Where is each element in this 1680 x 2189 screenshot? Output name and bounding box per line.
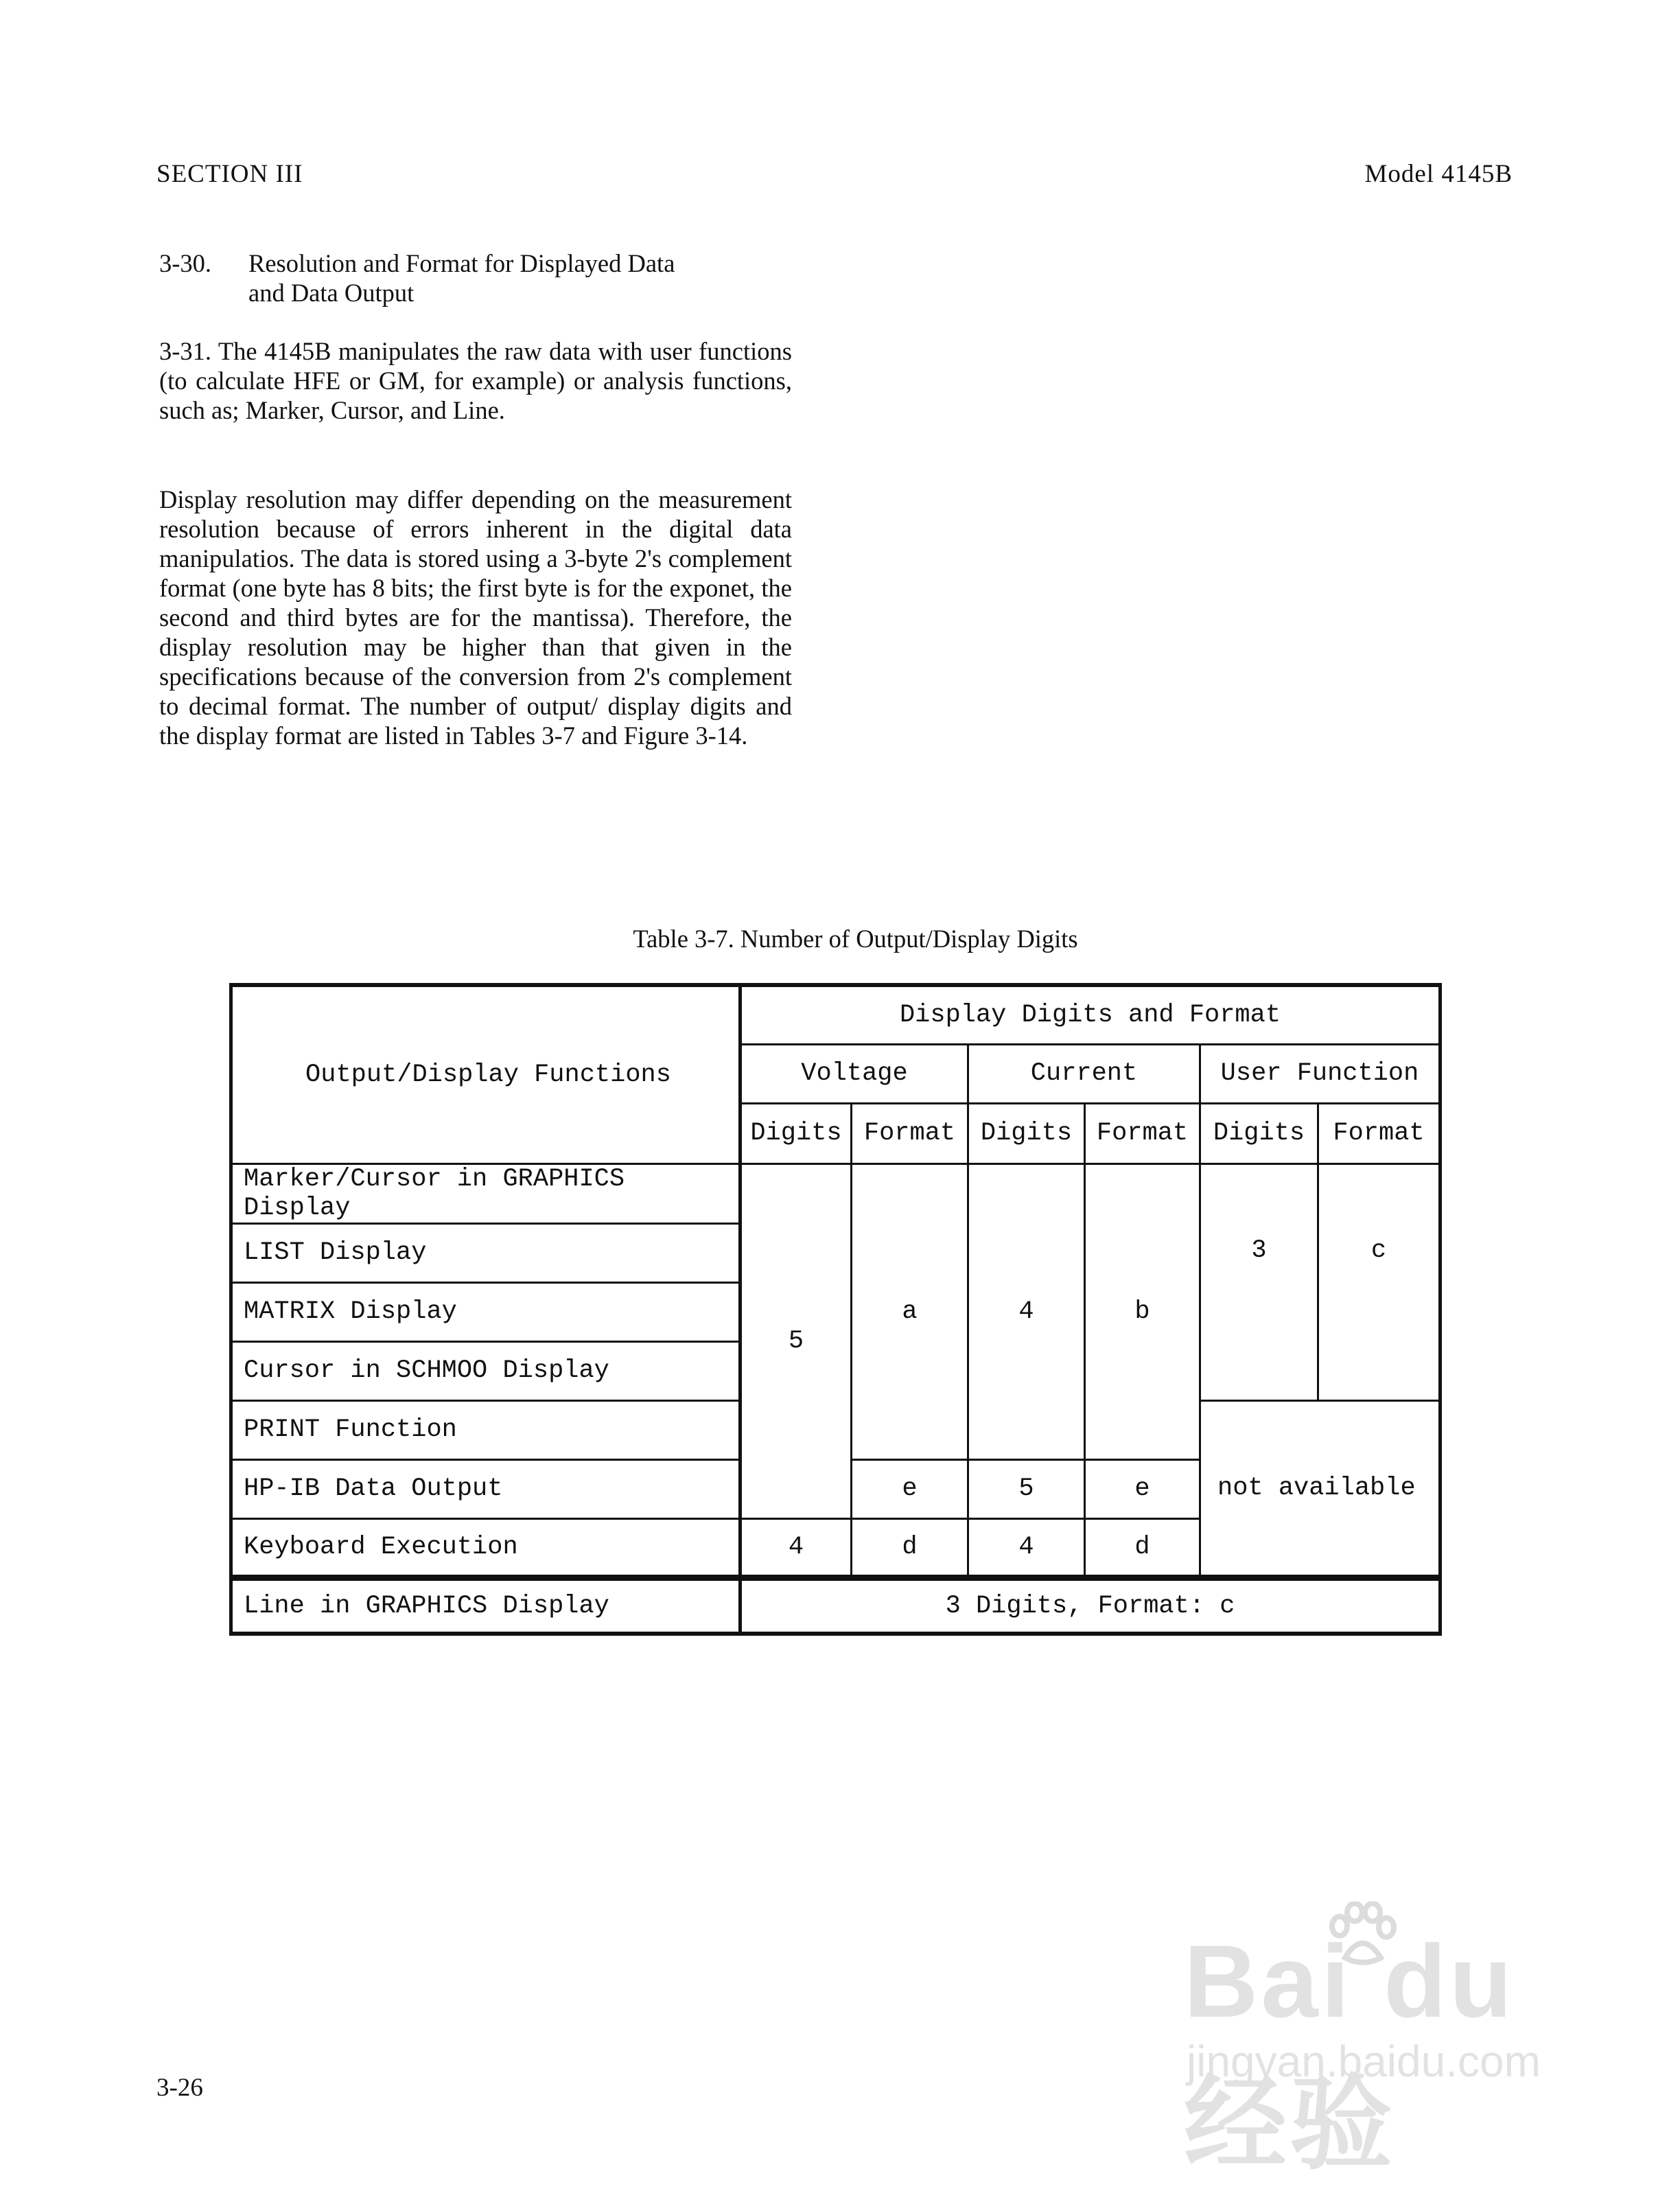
cell-kb-voltage-digits: 4	[740, 1518, 852, 1577]
output-display-digits-table	[229, 983, 1442, 1636]
cell-current-digits: 4	[968, 1163, 1085, 1459]
header-voltage-digits: Digits	[740, 1103, 852, 1163]
cell-user-format: c	[1318, 1163, 1440, 1400]
baidu-watermark	[1177, 1901, 1561, 2181]
header-functions: Output/Display Functions	[231, 985, 740, 1163]
header-user-digits: Digits	[1200, 1103, 1318, 1163]
heading-line1: Resolution and Format for Displayed Data	[248, 249, 675, 277]
header-display-digits-format: Display Digits and Format	[740, 985, 1440, 1044]
cell-hpib-current-format: e	[1085, 1459, 1200, 1518]
row-label-matrix: MATRIX Display	[231, 1282, 740, 1341]
section-label: SECTION III	[156, 160, 303, 188]
table-caption: Table 3-7. Number of Output/Display Digits	[633, 925, 1078, 953]
cell-not-available: not available	[1200, 1400, 1440, 1577]
heading-number: 3-30.	[159, 249, 212, 277]
header-user-function: User Function	[1200, 1044, 1440, 1103]
header-current-digits: Digits	[968, 1103, 1085, 1163]
header-voltage: Voltage	[740, 1044, 968, 1103]
row-label-marker-cursor: Marker/Cursor in GRAPHICS Display	[231, 1163, 740, 1223]
header-current: Current	[968, 1044, 1200, 1103]
heading-line2: and Data Output	[248, 279, 415, 307]
model-label: Model 4145B	[1364, 160, 1513, 188]
cell-current-format: b	[1085, 1163, 1200, 1459]
row-label-list: LIST Display	[231, 1223, 740, 1282]
watermark-brand: Bai du 经验	[1184, 1923, 1515, 2181]
cell-hpib-voltage-format: e	[852, 1459, 968, 1518]
row-label-schmoo: Cursor in SCHMOO Display	[231, 1341, 740, 1400]
cell-voltage-format: a	[852, 1163, 968, 1459]
cell-user-digits: 3	[1200, 1163, 1318, 1400]
row-label-print: PRINT Function	[231, 1400, 740, 1459]
header-voltage-format: Format	[852, 1103, 968, 1163]
row-label-hpib: HP-IB Data Output	[231, 1459, 740, 1518]
cell-line-graphics-value: 3 Digits, Format: c	[740, 1577, 1440, 1634]
header-user-format: Format	[1318, 1103, 1440, 1163]
page-number: 3-26	[156, 2074, 203, 2102]
row-label-line-graphics: Line in GRAPHICS Display	[231, 1577, 740, 1634]
header-current-format: Format	[1085, 1103, 1200, 1163]
cell-voltage-digits: 5	[740, 1163, 852, 1518]
cell-kb-current-format: d	[1085, 1518, 1200, 1577]
cell-kb-current-digits: 4	[968, 1518, 1085, 1577]
paragraph-3-31: 3-31. The 4145B manipulates the raw data with user functions (to calculate HFE or GM, for example) or analysis functions, such as; Marker, Cursor, and Line.	[159, 337, 792, 424]
section-heading	[159, 248, 792, 308]
row-label-keyboard: Keyboard Execution	[231, 1518, 740, 1577]
cell-kb-voltage-format: d	[852, 1518, 968, 1577]
cell-hpib-current-digits: 5	[968, 1459, 1085, 1518]
watermark-url: jingyan.baidu.com	[1187, 2037, 1541, 2086]
paragraph-display-resolution: Display resolution may differ depending on the measurement resolution because of errors inherent in the digital data manipulatios. The data is stored using a 3-byte 2's complement format (one byte has 8 bits; the first byte is for the exponet, the second and third bytes are for the mantissa). Therefore, the display resolution may be higher than that given in the specifications because of the conversion from 2's complement to decimal format. The number of output/ display digits and the display format are listed in Tables 3-7 and Figure 3-14.	[159, 485, 792, 750]
